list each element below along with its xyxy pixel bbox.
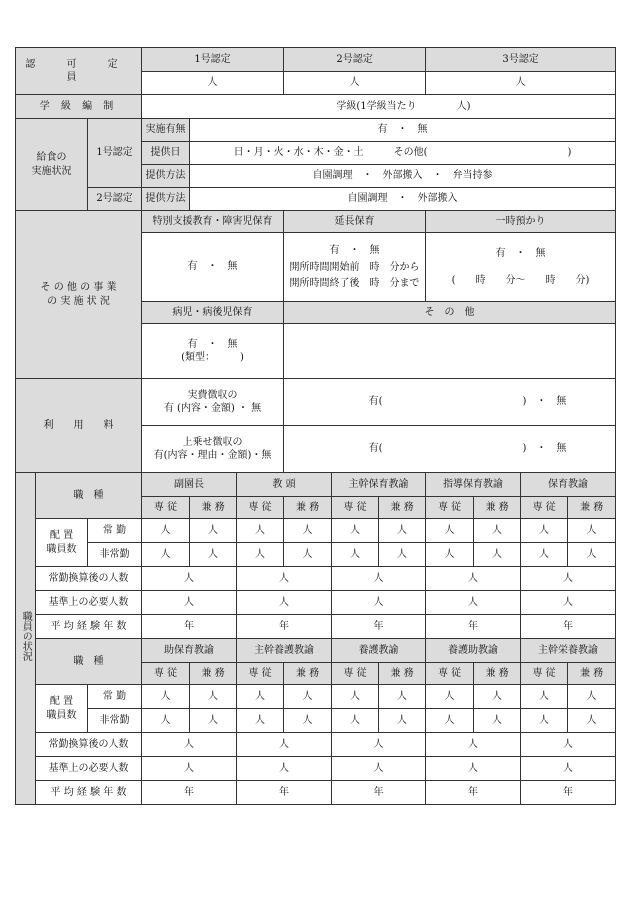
jokin-2-3k[interactable]: 人 (474, 685, 521, 709)
jokin-2-4s[interactable]: 人 (521, 685, 568, 709)
heikin-1-3[interactable]: 年 (426, 615, 521, 639)
v-encho-3: 開所時間終了後 時 分まで (289, 277, 420, 289)
uwanose-value[interactable]: 有( ) ・ 無 (284, 426, 616, 473)
kanzan-1-4[interactable]: 人 (521, 567, 616, 591)
jokin-label-2: 常 勤 (88, 685, 142, 709)
haichi-label-1a: 配 置 (49, 530, 74, 541)
heikin-1-0[interactable]: 年 (142, 615, 237, 639)
jokin-2-0s[interactable]: 人 (142, 685, 190, 709)
hijokin-2-0s[interactable]: 人 (142, 709, 190, 733)
kanzan-label-1: 常勤換算後の人数 (36, 567, 142, 591)
sonota-label (16, 211, 142, 379)
jokin-2-1s[interactable]: 人 (237, 685, 284, 709)
kijun-1-2[interactable]: 人 (332, 591, 426, 615)
role1-1: 教 頭 (237, 473, 332, 497)
jokin-1-0s[interactable]: 人 (142, 519, 190, 543)
heikin-label-2: 平 均 経 験 年 数 (36, 781, 142, 805)
ninka-header-2: 2号認定 (284, 48, 426, 72)
hijokin-label-1: 非常勤 (88, 543, 142, 567)
jokin-1-2s[interactable]: 人 (332, 519, 379, 543)
hijokin-2-0k[interactable]: 人 (190, 709, 237, 733)
kanzan-2-2[interactable]: 人 (332, 733, 426, 757)
houhou-value-1[interactable]: 自園調理 ・ 外部搬入 ・ 弁当持参 (190, 165, 616, 188)
h-encho: 延長保育 (284, 211, 426, 233)
jokin-2-4k[interactable]: 人 (568, 685, 616, 709)
v-byoji[interactable] (142, 324, 284, 379)
kijun-2-3[interactable]: 人 (426, 757, 521, 781)
senju-2-1: 専 従 (237, 663, 284, 685)
jippi-label-2: 有 (内容・金額) ・ 無 (163, 403, 262, 414)
shokushu-label-2: 職 種 (36, 639, 142, 685)
v-ichiji[interactable] (426, 233, 616, 302)
jokin-1-4s[interactable]: 人 (521, 519, 568, 543)
role2-2: 養護教諭 (332, 639, 426, 663)
haichi-label-1 (36, 519, 88, 567)
kanzan-1-3[interactable]: 人 (426, 567, 521, 591)
hijokin-1-3k[interactable]: 人 (474, 543, 521, 567)
v-encho[interactable] (284, 233, 426, 302)
senju-1-1: 専 従 (237, 497, 284, 519)
kanzan-2-3[interactable]: 人 (426, 733, 521, 757)
hijokin-2-1s[interactable]: 人 (237, 709, 284, 733)
heikin-2-4[interactable]: 年 (521, 781, 616, 805)
hijokin-2-1k[interactable]: 人 (284, 709, 332, 733)
ninka-value-3[interactable]: 人 (426, 72, 616, 95)
facility-table (15, 47, 616, 805)
gakkyu-value[interactable]: 学級(1学級当たり 人) (142, 95, 616, 119)
ninka-value-2[interactable]: 人 (284, 72, 426, 95)
ninka-value-1[interactable]: 人 (142, 72, 284, 95)
haichi-label-1b: 職員数 (46, 543, 77, 555)
role1-2: 主幹保育教諭 (332, 473, 426, 497)
uwanose-label-2: 有(内容・理由・金額)・無 (153, 450, 272, 461)
role1-0: 副園長 (142, 473, 237, 497)
hijokin-2-3s[interactable]: 人 (426, 709, 474, 733)
kennmu-1-4: 兼 務 (568, 497, 616, 519)
uwanose-label (142, 426, 284, 473)
ninka-label: 認 可 定 員 (16, 48, 142, 95)
shokuin-label (16, 473, 36, 805)
jippi-value[interactable]: 有( ) ・ 無 (284, 379, 616, 426)
ninka-header-1: 1号認定 (142, 48, 284, 72)
shokuin-label-text: 職員の状況 (20, 611, 32, 662)
kijun-2-4[interactable]: 人 (521, 757, 616, 781)
senju-1-0: 専 従 (142, 497, 190, 519)
heikin-2-2[interactable]: 年 (332, 781, 426, 805)
role1-3: 指導保育教諭 (426, 473, 521, 497)
hijokin-1-0k[interactable]: 人 (190, 543, 237, 567)
row-teikyobi-label: 提供日 (142, 142, 190, 165)
jokin-1-1s[interactable]: 人 (237, 519, 284, 543)
ninka-header-3: 3号認定 (426, 48, 616, 72)
kennmu-1-0: 兼 務 (190, 497, 237, 519)
hijokin-2-3k[interactable]: 人 (474, 709, 521, 733)
v-byoji-1: 有 ・ 無 (187, 338, 238, 350)
row-houhou-label-2: 提供方法 (142, 188, 190, 211)
teikyobi-value[interactable]: 日・月・火・水・木・金・土 その他( ) (190, 142, 616, 165)
hijokin-1-4s[interactable]: 人 (521, 543, 568, 567)
haichi-label-2b: 職員数 (46, 709, 77, 721)
jippi-label (142, 379, 284, 426)
jokin-1-2k[interactable]: 人 (379, 519, 426, 543)
v-ichiji-1: 有 ・ 無 (495, 247, 546, 259)
hijokin-2-4s[interactable]: 人 (521, 709, 568, 733)
hijokin-1-3s[interactable]: 人 (426, 543, 474, 567)
kyushoku-g1: 1号認定 (88, 119, 142, 188)
jokin-1-4k[interactable]: 人 (568, 519, 616, 543)
v-byoji-2: (類型： ) (181, 352, 244, 363)
kanzan-1-2[interactable]: 人 (332, 567, 426, 591)
senju-2-2: 専 従 (332, 663, 379, 685)
kyushoku-label-1: 給食の (36, 152, 67, 163)
kyushoku-label-2: 実施状況 (31, 165, 72, 177)
kennmu-2-3: 兼 務 (474, 663, 521, 685)
haichi-label-2 (36, 685, 88, 733)
heikin-1-2[interactable]: 年 (332, 615, 426, 639)
role2-3: 養護助教諭 (426, 639, 521, 663)
kanzan-2-0[interactable]: 人 (142, 733, 237, 757)
hijokin-label-2: 非常勤 (88, 709, 142, 733)
kyushoku-g2: 2号認定 (88, 188, 142, 211)
kennmu-1-2: 兼 務 (379, 497, 426, 519)
senju-2-4: 専 従 (521, 663, 568, 685)
role2-1: 主幹養護教諭 (237, 639, 332, 663)
kennmu-2-0: 兼 務 (190, 663, 237, 685)
hijokin-1-2k[interactable]: 人 (379, 543, 426, 567)
jokin-2-1k[interactable]: 人 (284, 685, 332, 709)
heikin-1-4[interactable]: 年 (521, 615, 616, 639)
sonota-label-2: の 実 施 状 況 (47, 295, 110, 307)
jokin-label-1: 常 勤 (88, 519, 142, 543)
shokushu-label-1: 職 種 (36, 473, 142, 519)
sonota-label-1: そ の 他 の 事 業 (40, 282, 117, 293)
senju-1-4: 専 従 (521, 497, 568, 519)
heikin-1-1[interactable]: 年 (237, 615, 332, 639)
kyushoku-label (16, 119, 88, 211)
kijun-2-0[interactable]: 人 (142, 757, 237, 781)
senju-2-0: 専 従 (142, 663, 190, 685)
kijun-1-1[interactable]: 人 (237, 591, 332, 615)
kijun-2-1[interactable]: 人 (237, 757, 332, 781)
houhou-value-2[interactable]: 自園調理 ・ 外部搬入 (190, 188, 616, 211)
kennmu-2-2: 兼 務 (379, 663, 426, 685)
gakkyu-label: 学 級 編 制 (16, 95, 142, 119)
heikin-2-3[interactable]: 年 (426, 781, 521, 805)
hijokin-1-1s[interactable]: 人 (237, 543, 284, 567)
riyoryo-label: 利 用 料 (16, 379, 142, 473)
heikin-2-0[interactable]: 年 (142, 781, 237, 805)
h-byoji: 病児・病後児保育 (142, 302, 284, 324)
jokin-2-2s[interactable]: 人 (332, 685, 379, 709)
kanzan-2-4[interactable]: 人 (521, 733, 616, 757)
kennmu-1-3: 兼 務 (474, 497, 521, 519)
jokin-1-0k[interactable]: 人 (190, 519, 237, 543)
v-encho-1: 有 ・ 無 (329, 245, 380, 256)
role2-4: 主幹栄養教諭 (521, 639, 616, 663)
jokin-1-3k[interactable]: 人 (474, 519, 521, 543)
hijokin-2-4k[interactable]: 人 (568, 709, 616, 733)
kennmu-1-1: 兼 務 (284, 497, 332, 519)
heikin-label-1: 平 均 経 験 年 数 (36, 615, 142, 639)
v-sonota[interactable] (284, 324, 616, 379)
kanzan-1-1[interactable]: 人 (237, 567, 332, 591)
h-tokubetsu: 特別支援教育・障害児保育 (142, 211, 284, 233)
jokin-2-2k[interactable]: 人 (379, 685, 426, 709)
kijun-1-4[interactable]: 人 (521, 591, 616, 615)
v-encho-2: 開所時間開始前 時 分から (289, 261, 420, 273)
hijokin-1-0s[interactable]: 人 (142, 543, 190, 567)
row-houhou-label-1: 提供方法 (142, 165, 190, 188)
senju-1-3: 専 従 (426, 497, 474, 519)
kennmu-2-4: 兼 務 (568, 663, 616, 685)
senju-2-3: 専 従 (426, 663, 474, 685)
facility-form (15, 47, 615, 839)
jisshi-value[interactable]: 有 ・ 無 (190, 119, 616, 142)
hijokin-2-2s[interactable]: 人 (332, 709, 379, 733)
hijokin-1-4k[interactable]: 人 (568, 543, 616, 567)
v-ichiji-2: ( 時 分～ 時 分) (451, 274, 590, 286)
jokin-1-1k[interactable]: 人 (284, 519, 332, 543)
h-sonota: そ の 他 (284, 302, 616, 324)
senju-1-2: 専 従 (332, 497, 379, 519)
kijun-1-0[interactable]: 人 (142, 591, 237, 615)
role2-0: 助保育教諭 (142, 639, 237, 663)
kanzan-1-0[interactable]: 人 (142, 567, 237, 591)
kanzan-label-2: 常勤換算後の人数 (36, 733, 142, 757)
heikin-2-1[interactable]: 年 (237, 781, 332, 805)
kanzan-2-1[interactable]: 人 (237, 733, 332, 757)
kijun-1-3[interactable]: 人 (426, 591, 521, 615)
uwanose-label-1: 上乗せ徴収の (182, 436, 243, 448)
jokin-2-3s[interactable]: 人 (426, 685, 474, 709)
kijun-label-2: 基準上の必要人数 (36, 757, 142, 781)
kijun-label-1: 基準上の必要人数 (36, 591, 142, 615)
h-ichiji: 一時預かり (426, 211, 616, 233)
jokin-1-3s[interactable]: 人 (426, 519, 474, 543)
role1-4: 保育教諭 (521, 473, 616, 497)
jokin-2-0k[interactable]: 人 (190, 685, 237, 709)
jippi-label-1: 実費徴収の (187, 389, 238, 401)
haichi-label-2a: 配 置 (49, 696, 74, 707)
hijokin-2-2k[interactable]: 人 (379, 709, 426, 733)
kijun-2-2[interactable]: 人 (332, 757, 426, 781)
hijokin-1-1k[interactable]: 人 (284, 543, 332, 567)
row-jisshi-label: 実施有無 (142, 119, 190, 142)
kennmu-2-1: 兼 務 (284, 663, 332, 685)
hijokin-1-2s[interactable]: 人 (332, 543, 379, 567)
v-tokubetsu[interactable]: 有 ・ 無 (142, 233, 284, 302)
